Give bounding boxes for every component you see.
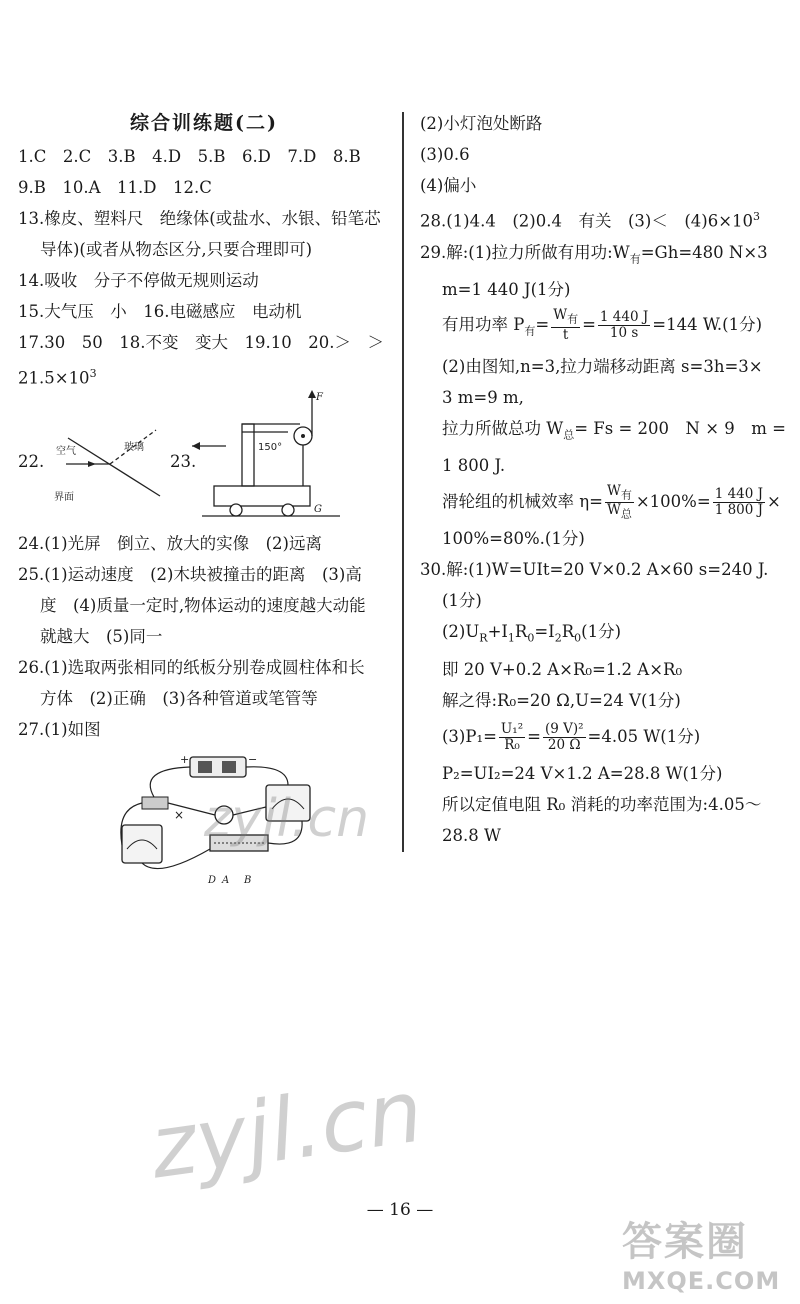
terminal-b: B: [244, 874, 252, 886]
answer-line: (2)由图知,n=3,拉力端移动距离 s=3h=3×: [442, 357, 763, 377]
section-title: 综合训练题(二): [130, 112, 278, 134]
answer-line: 100%=80%.(1分): [442, 529, 585, 549]
page-number: — 16 —: [366, 1200, 434, 1220]
fraction: $\frac{W_有}{t}$: [553, 306, 579, 343]
answer-line: 3 m=9 m,: [442, 388, 524, 408]
answer-line-29c: 有用功率 $P_有=$ $\frac{W_有}{t}$ = $\frac{1 440 J}{10 s}$ =144 W.(1分): [442, 306, 763, 343]
answer-line: 度 (4)质量一定时,物体运动的速度越大动能: [40, 595, 366, 615]
force-label: F: [316, 391, 323, 403]
answer-line: 15.大气压 小 16.电磁感应 电动机: [18, 302, 302, 321]
answer-line: 即 20 V+0.2 A×R₀=1.2 A×R₀: [442, 659, 683, 679]
answer-line: 就越大 (5)同一: [40, 626, 163, 646]
terminal-a: A: [222, 874, 230, 886]
answer-line: 26.(1)选取两张相同的纸板分别卷成圆柱体和长: [18, 657, 365, 677]
refraction-diagram: [48, 400, 168, 520]
terminal-d: D: [208, 874, 217, 886]
answer-line: 17.30 50 18.不变 变大 19.10 20.＞ ＞: [18, 333, 384, 352]
answer-line-29h: 滑轮组的机械效率 η= $\frac{W_有}{W_总}$ ×100%= $\frac{1 440 J}{1 800 J}$ ×: [442, 482, 781, 522]
answer-line: 1.C 2.C 3.B 4.D 5.B 6.D 7.D 8.B: [18, 147, 361, 166]
answer-line-28: 28.(1)4.4 (2)0.4 有关 (3)＜ $(4)6\times 10^3$: [420, 210, 761, 231]
answer-line: (3)0.6: [420, 145, 470, 164]
answer-line-30f: (3)P₁= $\frac{\text{U₁²}}{\text{R₀}}$ = $\frac{\text{(9 V)²}}{20 \Omega}$ =4.05 W(1分): [442, 720, 701, 753]
answer-line: 24.(1)光屏 倒立、放大的实像 (2)远离: [18, 533, 322, 553]
answer-line: 27.(1)如图: [18, 719, 101, 739]
watermark-large: zyjl.cn: [144, 1061, 429, 1199]
battery-minus: −: [248, 752, 258, 766]
left-column: [18, 108, 390, 899]
answer-line-21: $21.5\times 10^3$: [18, 367, 97, 388]
angle-label: 150°: [258, 441, 283, 453]
figures-22-23: [18, 391, 390, 520]
fraction: $\frac{1 440 J}{10 s}$: [599, 308, 649, 341]
lever-cart-diagram: [190, 388, 380, 522]
answer-line: 1 800 J.: [442, 456, 506, 476]
column-divider: [402, 112, 404, 852]
weight-label: G: [314, 503, 322, 515]
answer-line: 14.吸收 分子不停做无规则运动: [18, 271, 259, 290]
answer-line: (1分): [442, 591, 482, 611]
fraction: $\frac{W_有}{W_总}$: [606, 482, 632, 522]
fraction: $\frac{\text{U₁²}}{\text{R₀}}$: [500, 720, 524, 753]
answer-line: 28.8 W: [442, 825, 501, 845]
site-logo: [622, 1218, 792, 1302]
answer-line: (2)小灯泡处断路: [420, 114, 543, 133]
q22-label: 22.: [18, 451, 45, 471]
answer-line: P₂=UI₂=24 V×1.2 A=28.8 W(1分): [442, 763, 723, 783]
fraction: $\frac{1 440 J}{1 800 J}$: [714, 486, 764, 519]
answer-line: (4)偏小: [420, 176, 477, 195]
answer-line: 25.(1)运动速度 (2)木块被撞击的距离 (3)高: [18, 564, 362, 584]
answer-line: 方体 (2)正确 (3)各种管道或笔管等: [40, 688, 318, 708]
answer-line: 解之得:R₀=20 Ω,U=24 V(1分): [442, 690, 681, 710]
answer-line: 所以定值电阻 R₀ 消耗的功率范围为:4.05～: [442, 794, 762, 814]
answer-line: 9.B 10.A 11.D 12.C: [18, 178, 212, 197]
answer-line-29a: 29.解:(1)拉力所做有用功$:W_有=Gh=480$ N×3: [420, 242, 768, 265]
answer-line: m=1 440 J(1分): [442, 279, 571, 299]
logo-top-text: 答案圈: [622, 1219, 748, 1265]
battery-plus: +: [180, 752, 190, 766]
logo-bottom-text: MXQE.COM: [622, 1267, 781, 1295]
circuit-diagram: [18, 749, 390, 899]
answer-line-29f: 拉力所做总功 $W_总= Fs = 200$ N × 9 m =: [442, 419, 786, 442]
answer-line: 30.解:(1)W=UIt=20 V×0.2 A×60 s=240 J.: [420, 560, 769, 580]
answer-line-30c: $(2)U_R+I_1R_0=I_2R_0(1$分): [442, 622, 622, 645]
interface-label: 界面: [54, 491, 74, 503]
glass-label: 玻璃: [124, 441, 144, 453]
cross-mark: ×: [174, 807, 185, 822]
watermark-small: zyjl.cn: [204, 788, 370, 849]
air-label: 空气: [56, 445, 76, 457]
q23-label: 23.: [170, 451, 197, 471]
right-column: [420, 108, 786, 851]
answer-line: 13.橡皮、塑料尺 绝缘体(或盐水、水银、铅笔芯: [18, 209, 381, 228]
answer-line: 导体)(或者从物态区分,只要合理即可): [40, 240, 313, 259]
fraction: $\frac{\text{(9 V)²}}{20 \Omega}$: [544, 720, 584, 753]
